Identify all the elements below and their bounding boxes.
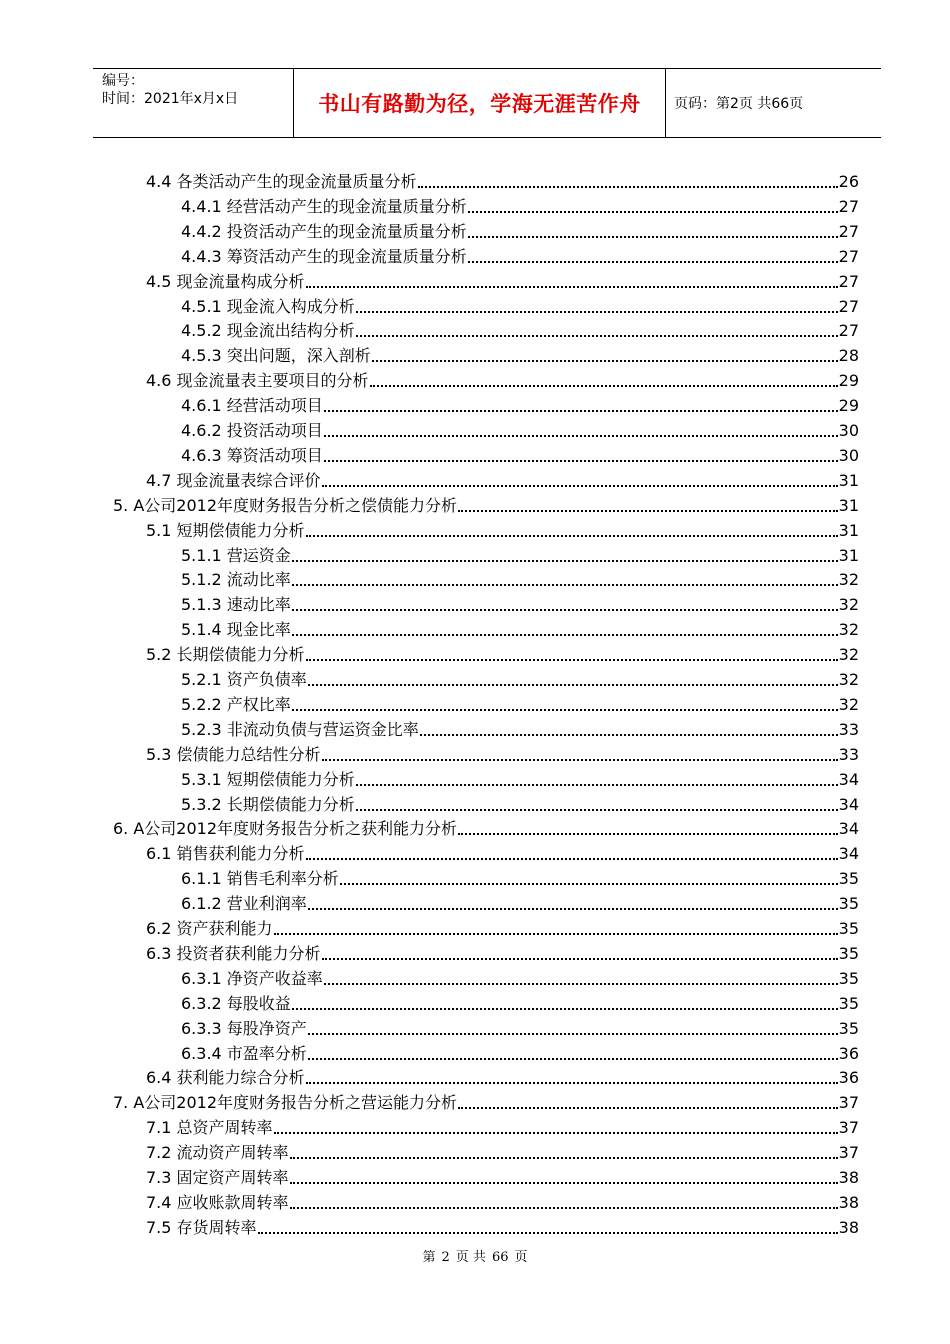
toc-dot-leader <box>292 609 838 611</box>
toc-dot-leader <box>418 186 838 188</box>
toc-dot-leader <box>308 684 838 686</box>
toc-entry-page: 34 <box>838 844 859 864</box>
toc-entry-page: 27 <box>838 196 859 216</box>
toc-entry-title: 5.3 偿债能力总结性分析 <box>146 744 321 764</box>
toc-entry-title: 7.3 固定资产周转率 <box>146 1168 289 1187</box>
toc-entry-page: 30 <box>838 445 859 465</box>
header-info-cell <box>93 69 293 137</box>
toc-entry-title: 5.1.3 速动比率 <box>181 595 291 615</box>
toc-entry[interactable] <box>146 1163 859 1188</box>
toc-entry[interactable] <box>181 441 859 466</box>
toc-dot-leader <box>356 311 838 313</box>
toc-entry-title: 7.1 总资产周转率 <box>146 1118 273 1138</box>
toc-entry-title: 6.3.3 每股净资产 <box>181 1018 307 1038</box>
toc-entry-page: 35 <box>838 943 859 963</box>
toc-entry-page: 38 <box>838 1192 859 1212</box>
toc-entry-page: 27 <box>838 246 859 266</box>
toc-entry-title: 7.2 流动资产周转率 <box>146 1143 289 1163</box>
toc-dot-leader <box>292 1008 838 1010</box>
toc-entry-title: 5.1 短期偿债能力分析 <box>146 520 305 540</box>
toc-dot-leader <box>340 883 838 885</box>
toc-entry-page: 27 <box>838 271 859 291</box>
toc-dot-leader <box>274 1132 838 1134</box>
header-motto: 书山有路勤为径，学海无涯苦作舟 <box>293 69 666 137</box>
toc-entry[interactable] <box>146 1063 859 1088</box>
toc-entry[interactable] <box>146 1213 859 1238</box>
toc-entry-title: 5.1.2 流动比率 <box>181 570 291 590</box>
toc-entry[interactable] <box>113 814 859 839</box>
toc-dot-leader <box>458 510 838 512</box>
toc-dot-leader <box>306 858 838 860</box>
toc-entry-title: 6.1 销售获利能力分析 <box>146 844 305 864</box>
toc-entry[interactable] <box>181 1014 859 1039</box>
toc-entry[interactable] <box>146 366 859 391</box>
toc-entry-title: 4.6.3 筹资活动项目 <box>181 445 323 465</box>
toc-entry-title: 4.5.3 突出问题，深入剖析 <box>181 346 371 366</box>
toc-entry[interactable] <box>181 864 859 889</box>
toc-entry[interactable] <box>146 740 859 765</box>
toc-entry[interactable] <box>181 765 859 790</box>
toc-entry-title: 4.4 各类活动产生的现金流量质量分析 <box>146 172 417 191</box>
toc-dot-leader <box>306 286 838 288</box>
toc-dot-leader <box>324 983 838 985</box>
toc-entry[interactable] <box>181 989 859 1014</box>
toc-entry-page: 31 <box>838 545 859 565</box>
toc-entry[interactable] <box>146 516 859 541</box>
toc-dot-leader <box>308 1033 838 1035</box>
toc-entry-page: 30 <box>838 421 859 440</box>
toc-entry-page: 32 <box>838 570 859 590</box>
toc-entry-page: 35 <box>838 968 859 988</box>
toc-entry-page: 29 <box>838 371 859 391</box>
toc-entry-page: 29 <box>838 396 859 416</box>
toc-entry-page: 35 <box>838 894 859 914</box>
toc-entry[interactable] <box>181 590 859 615</box>
toc-dot-leader <box>306 659 838 661</box>
toc-entry-page: 34 <box>838 819 859 839</box>
toc-entry-title: 4.4.3 筹资活动产生的现金流量质量分析 <box>181 246 467 266</box>
toc-dot-leader <box>458 1107 838 1109</box>
toc-entry-page: 38 <box>838 1168 859 1187</box>
toc-entry-page: 31 <box>838 495 859 515</box>
toc-entry[interactable] <box>113 1088 859 1113</box>
toc-entry-page: 38 <box>838 1217 859 1237</box>
toc-entry-page: 26 <box>838 172 859 191</box>
toc-entry-page: 37 <box>838 1118 859 1138</box>
toc-entry[interactable] <box>181 217 859 242</box>
toc-dot-leader <box>292 709 838 711</box>
toc-entry-title: 4.4.1 经营活动产生的现金流量质量分析 <box>181 196 467 216</box>
toc-dot-leader <box>372 360 838 362</box>
toc-entry[interactable] <box>146 839 859 864</box>
toc-entry-page: 32 <box>838 670 859 689</box>
toc-entry[interactable] <box>146 939 859 964</box>
page-footer <box>0 1246 950 1265</box>
toc-entry-title: 5.1.4 现金比率 <box>181 620 291 640</box>
toc-dot-leader <box>290 1207 838 1209</box>
toc-dot-leader <box>322 958 838 960</box>
toc-dot-leader <box>308 908 838 910</box>
toc-dot-leader <box>290 1182 838 1184</box>
toc-entry-title: 5.2 长期偿债能力分析 <box>146 645 305 665</box>
toc-entry[interactable] <box>113 491 859 516</box>
toc-entry-page: 36 <box>838 1068 859 1088</box>
toc-entry[interactable] <box>181 416 859 441</box>
toc-entry[interactable] <box>181 316 859 341</box>
footer-prefix: 第 <box>422 1250 436 1265</box>
footer-page-number: 2 <box>441 1250 450 1265</box>
toc-dot-leader <box>324 460 838 462</box>
toc-entry[interactable] <box>181 690 859 715</box>
toc-entry-title: 5.1.1 营运资金 <box>181 545 291 565</box>
toc-entry-page: 32 <box>838 595 859 615</box>
toc-entry-title: 7. A公司2012年度财务报告分析之营运能力分析 <box>113 1093 458 1113</box>
toc-entry-title: 6.2 资产获利能力 <box>146 919 273 938</box>
toc-entry[interactable] <box>181 341 859 366</box>
toc-entry-title: 5.3.2 长期偿债能力分析 <box>181 794 355 814</box>
toc-dot-leader <box>468 261 838 263</box>
header-time-label: 时间：2021年x月x日 <box>102 91 239 107</box>
footer-mid: 页 共 <box>455 1250 486 1265</box>
toc-entry[interactable] <box>181 665 859 690</box>
toc-dot-leader <box>356 335 838 337</box>
toc-entry[interactable] <box>181 790 859 815</box>
toc-entry-page: 35 <box>838 1018 859 1038</box>
toc-entry[interactable] <box>181 889 859 914</box>
toc-entry-page: 32 <box>838 620 859 640</box>
toc-entry[interactable] <box>181 1039 859 1064</box>
toc-dot-leader <box>458 833 838 835</box>
toc-entry-page: 35 <box>838 869 859 889</box>
toc-entry[interactable] <box>181 565 859 590</box>
toc-dot-leader <box>420 734 838 736</box>
toc-entry[interactable] <box>146 1113 859 1138</box>
toc-entry[interactable] <box>181 192 859 217</box>
toc-dot-leader <box>306 1082 838 1084</box>
toc-dot-leader <box>322 759 838 761</box>
toc-entry[interactable] <box>146 267 859 292</box>
toc-entry-title: 4.6 现金流量表主要项目的分析 <box>146 371 369 391</box>
toc-entry-title: 6.3.1 净资产收益率 <box>181 968 323 988</box>
toc-dot-leader <box>290 1157 838 1159</box>
toc-entry-page: 34 <box>838 769 859 789</box>
toc-entry-title: 6.3.2 每股收益 <box>181 993 291 1013</box>
toc-entry-page: 27 <box>838 296 859 316</box>
toc-dot-leader <box>292 584 838 586</box>
toc-entry-page: 37 <box>838 1143 859 1163</box>
toc-entry[interactable] <box>181 715 859 740</box>
toc-entry-title: 7.4 应收账款周转率 <box>146 1192 289 1212</box>
toc-dot-leader <box>324 435 838 437</box>
toc-entry-title: 6.1.2 营业利润率 <box>181 894 307 914</box>
toc-entry-page: 35 <box>838 919 859 938</box>
toc-dot-leader <box>370 385 838 387</box>
toc-entry-page: 35 <box>838 993 859 1013</box>
toc-dot-leader <box>292 634 838 636</box>
toc-entry-title: 6.3 投资者获利能力分析 <box>146 943 321 963</box>
toc-dot-leader <box>322 485 838 487</box>
toc-entry[interactable] <box>146 167 859 192</box>
toc-entry[interactable] <box>181 541 859 566</box>
toc-entry-title: 5. A公司2012年度财务报告分析之偿债能力分析 <box>113 495 458 515</box>
toc-entry-page: 31 <box>838 470 859 490</box>
toc-entry-title: 6. A公司2012年度财务报告分析之获利能力分析 <box>113 819 458 839</box>
toc-dot-leader <box>356 809 838 811</box>
toc-entry[interactable] <box>181 615 859 640</box>
page-header <box>93 68 881 138</box>
toc-entry-title: 4.4.2 投资活动产生的现金流量质量分析 <box>181 221 467 241</box>
toc-entry-page: 33 <box>838 719 859 739</box>
toc-entry-title: 6.4 获利能力综合分析 <box>146 1068 305 1088</box>
toc-entry-title: 5.2.3 非流动负债与营运资金比率 <box>181 719 419 739</box>
toc-entry-page: 32 <box>838 694 859 714</box>
toc-entry-page: 34 <box>838 794 859 814</box>
toc-entry-title: 4.5.1 现金流入构成分析 <box>181 296 355 316</box>
toc-entry-page: 27 <box>838 221 859 241</box>
toc-dot-leader <box>306 535 838 537</box>
toc-entry[interactable] <box>181 964 859 989</box>
toc-entry-title: 4.6.1 经营活动项目 <box>181 396 323 416</box>
footer-suffix: 页 <box>514 1250 528 1265</box>
toc-dot-leader <box>308 1058 838 1060</box>
toc-dot-leader <box>468 236 838 238</box>
toc-entry-title: 4.5 现金流量构成分析 <box>146 271 305 291</box>
toc-dot-leader <box>468 211 838 213</box>
toc-entry-title: 4.5.2 现金流出结构分析 <box>181 321 355 341</box>
toc-entry[interactable] <box>146 640 859 665</box>
toc-entry-title: 5.3.1 短期偿债能力分析 <box>181 769 355 789</box>
toc-entry[interactable] <box>146 1188 859 1213</box>
toc-entry-title: 5.2.1 资产负债率 <box>181 670 307 689</box>
toc-entry-page: 36 <box>838 1043 859 1063</box>
toc-entry-title: 5.2.2 产权比率 <box>181 694 291 714</box>
toc-dot-leader <box>274 933 838 935</box>
toc-dot-leader <box>258 1232 838 1234</box>
toc-dot-leader <box>324 410 838 412</box>
toc-entry-page: 37 <box>838 1093 859 1113</box>
toc-dot-leader <box>356 784 838 786</box>
toc-entry-title: 4.7 现金流量表综合评价 <box>146 470 321 490</box>
toc-entry-title: 6.1.1 销售毛利率分析 <box>181 869 339 889</box>
toc-entry-page: 27 <box>838 321 859 341</box>
toc-entry[interactable] <box>146 466 859 491</box>
header-number-label: 编号： <box>102 73 144 89</box>
toc-entry[interactable] <box>181 292 859 317</box>
toc-entry[interactable] <box>181 242 859 267</box>
toc-entry-page: 32 <box>838 645 859 665</box>
toc-entry[interactable] <box>146 914 859 939</box>
toc-entry-page: 28 <box>838 346 859 366</box>
toc-entry-title: 7.5 存货周转率 <box>146 1217 257 1237</box>
toc-entry-page: 31 <box>838 520 859 540</box>
toc-entry-title: 4.6.2 投资活动项目 <box>181 421 323 440</box>
footer-total-pages: 66 <box>491 1250 509 1265</box>
toc-dot-leader <box>292 560 838 562</box>
toc-entry-page: 33 <box>838 744 859 764</box>
header-page-label: 页码：第2页 共66页 <box>674 96 804 112</box>
toc-entry[interactable] <box>181 391 859 416</box>
toc-entry[interactable] <box>146 1138 859 1163</box>
toc-entry-title: 6.3.4 市盈率分析 <box>181 1043 307 1063</box>
